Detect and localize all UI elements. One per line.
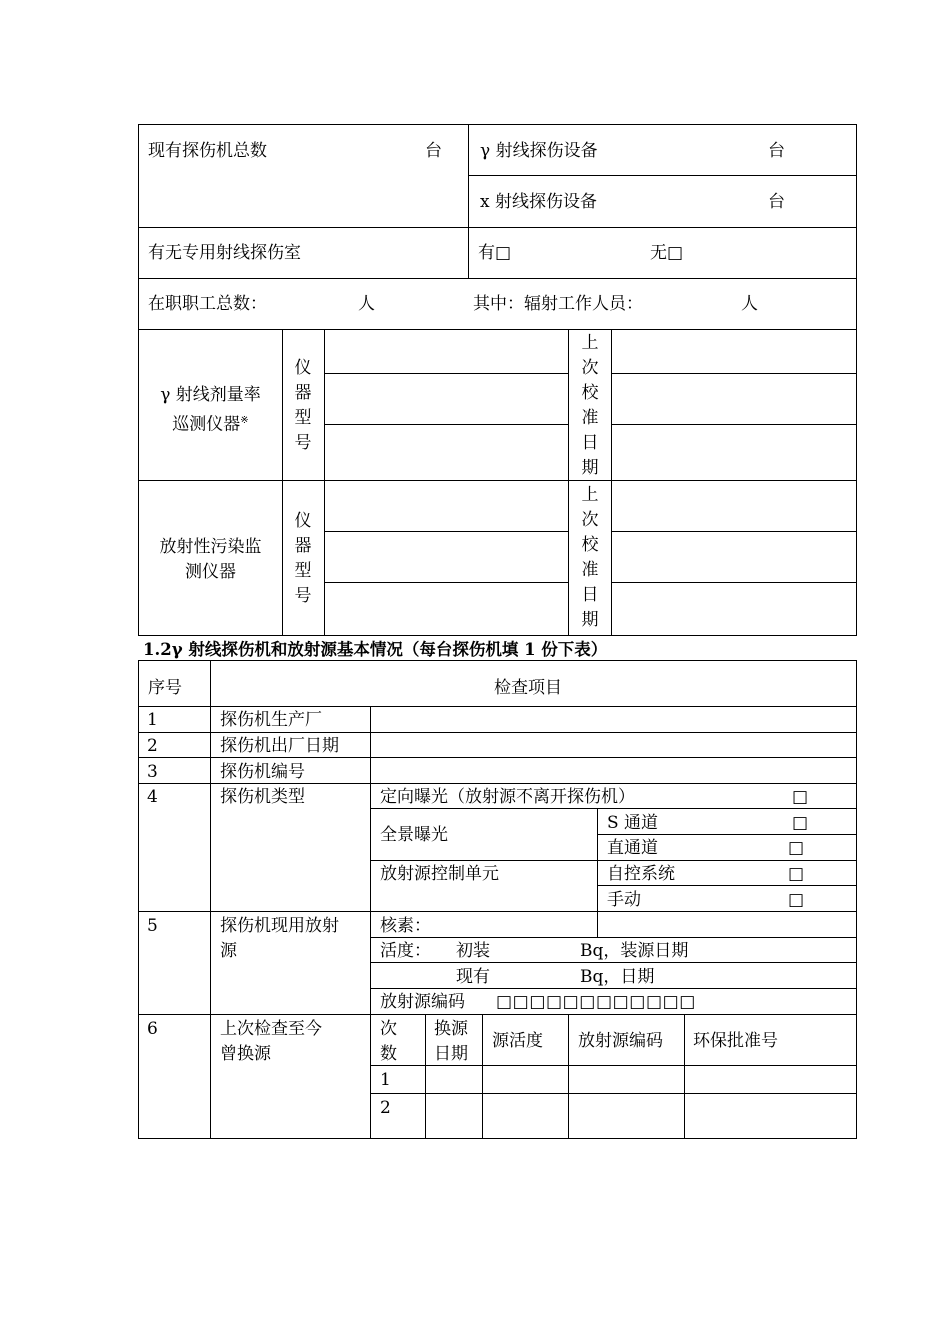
bq-install-date-label: Bq，装源日期 (580, 941, 689, 961)
row-item: 探伤机生产厂 (220, 710, 322, 730)
directional-checkbox[interactable]: □ (792, 787, 809, 807)
no-checkbox[interactable]: 无□ (650, 243, 684, 263)
row-no: 4 (147, 787, 158, 807)
col-item-header: 检查项目 (494, 678, 562, 698)
col-approval-no: 环保批准号 (693, 1031, 778, 1051)
manual-label: 手动 (607, 890, 641, 910)
directional-exposure-label: 定向曝光（放射源不离开探伤机） (380, 787, 635, 807)
source-change-label-2: 曾换源 (220, 1044, 271, 1064)
s-channel-checkbox[interactable]: □ (792, 813, 809, 833)
unit-tai: 台 (425, 141, 442, 161)
manual-checkbox[interactable]: □ (788, 890, 805, 910)
control-unit-label: 放射源控制单元 (380, 864, 499, 884)
row-no: 5 (147, 916, 158, 936)
source-code-boxes[interactable]: □□□□□□□□□□□□ (496, 992, 696, 1012)
col-times-1: 次 (380, 1019, 397, 1039)
gamma-monitor-label: γ 射线剂量率 巡测仪器※ (160, 385, 261, 435)
initial-label: 初装 (456, 941, 490, 961)
col-source-activity: 源活度 (492, 1031, 543, 1051)
activity-label: 活度： (380, 941, 431, 961)
row-no: 3 (147, 762, 158, 782)
row-item: 探伤机类型 (220, 787, 305, 807)
unit-person: 人 (741, 294, 758, 314)
unit-tai: 台 (768, 192, 785, 212)
yes-checkbox[interactable]: 有□ (478, 243, 512, 263)
total-detectors-label: 现有探伤机总数 (148, 141, 267, 161)
contamination-monitor-label: 放射性污染监 测仪器 (159, 537, 262, 582)
straight-channel-checkbox[interactable]: □ (788, 838, 805, 858)
dedicated-room-label: 有无专用射线探伤室 (148, 243, 301, 263)
sub-row-no: 2 (380, 1098, 391, 1118)
sub-row-no: 1 (380, 1070, 391, 1090)
col-change-date-2: 日期 (434, 1044, 468, 1064)
panoramic-exposure-label: 全景曝光 (380, 825, 448, 845)
bq-date-label: Bq，日期 (580, 967, 655, 987)
section-title: 1.2γ 射线探伤机和放射源基本情况（每台探伤机填 1 份下表） (143, 640, 608, 659)
row-no: 6 (147, 1019, 158, 1039)
col-source-code: 放射源编码 (578, 1031, 663, 1051)
gamma-device-label: γ 射线探伤设备 (480, 141, 598, 161)
current-label: 现有 (456, 967, 490, 987)
unit-tai: 台 (768, 141, 785, 161)
unit-person: 人 (358, 294, 375, 314)
source-change-label-1: 上次检查至今 (220, 1019, 322, 1039)
col-times-2: 数 (380, 1044, 397, 1064)
auto-control-label: 自控系统 (607, 864, 675, 884)
col-change-date-1: 换源 (434, 1019, 468, 1039)
xray-device-label: x 射线探伤设备 (480, 192, 597, 212)
row-no: 1 (147, 710, 158, 730)
straight-channel-label: 直通道 (607, 838, 658, 858)
last-calibration-vertical: 上 次 校 准 日 期 (581, 333, 599, 478)
nuclide-label: 核素： (380, 916, 431, 936)
radiation-staff-label: 其中：辐射工作人员： (473, 294, 643, 314)
col-seq-header: 序号 (148, 678, 182, 698)
source-code-label: 放射源编码 (380, 992, 465, 1012)
current-source-label-1: 探伤机现用放射 (220, 916, 339, 936)
staff-total-label: 在职职工总数： (148, 294, 267, 314)
row-no: 2 (147, 736, 158, 756)
instrument-model-vertical: 仪 器 型 号 (294, 511, 312, 606)
row-item: 探伤机编号 (220, 762, 305, 782)
s-channel-label: S 通道 (607, 813, 659, 833)
auto-control-checkbox[interactable]: □ (788, 864, 805, 884)
instrument-model-vertical: 仪 器 型 号 (294, 358, 312, 453)
current-source-label-2: 源 (220, 941, 237, 961)
last-calibration-vertical: 上 次 校 准 日 期 (581, 485, 599, 630)
row-item: 探伤机出厂日期 (220, 736, 339, 756)
